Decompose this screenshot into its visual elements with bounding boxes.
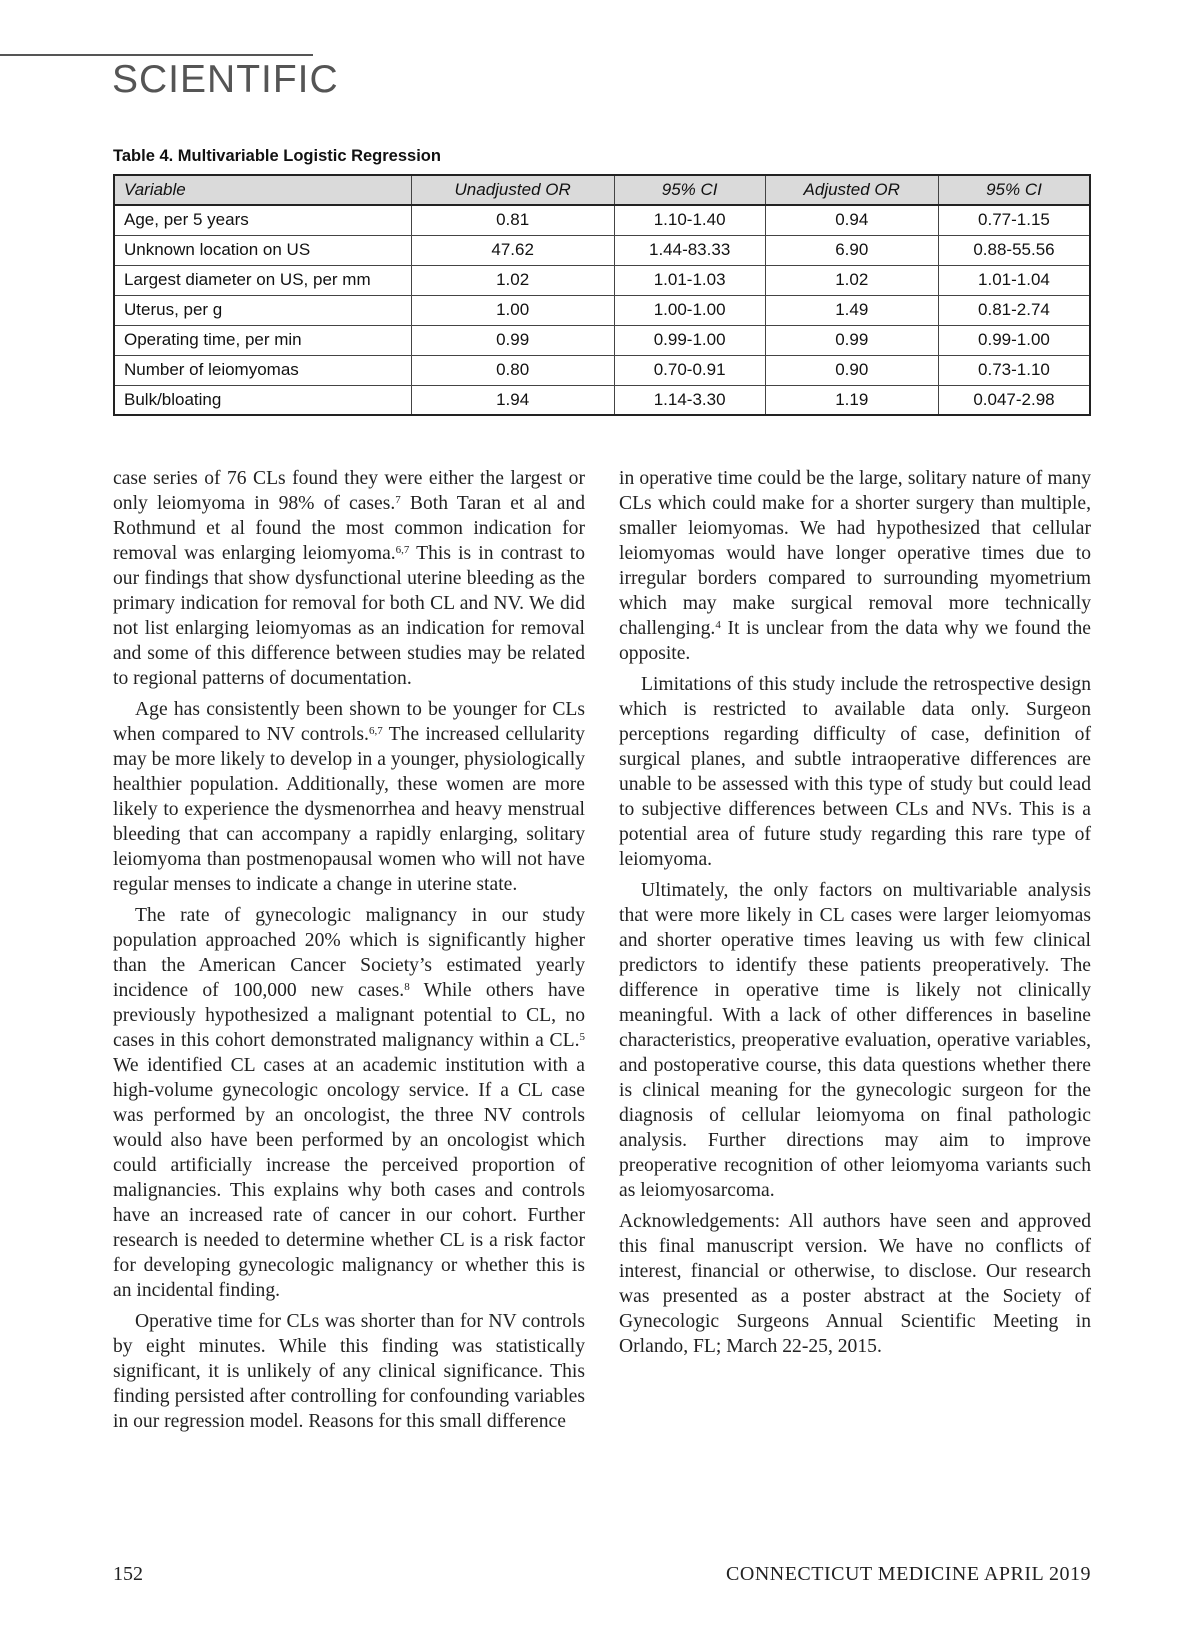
- column-header: Unadjusted OR: [411, 175, 614, 205]
- table-cell: 0.77-1.15: [938, 205, 1090, 235]
- citation-superscript: 5: [579, 1031, 585, 1043]
- table-cell: 1.44-83.33: [614, 235, 765, 265]
- column-header: Adjusted OR: [765, 175, 938, 205]
- table-row: [114, 355, 1090, 385]
- text-run: The increased cellularity may be more likely to develop in a younger, physiologically healthier population. Additionally, these women are more likely to experience the dysmenorrhea and heavy menstrual bleeding that can accompany a rapidly enlarging, solitary leiomyoma than postmenopausal women who will not have regular menses to indicate a change in uterine state.: [113, 724, 585, 895]
- citation-superscript: 7: [395, 494, 401, 506]
- table-cell: 0.047-2.98: [938, 385, 1090, 415]
- citation-superscript: 4: [715, 619, 721, 631]
- page-number: 152: [113, 1563, 143, 1585]
- table-cell: 1.01-1.03: [614, 265, 765, 295]
- body-paragraph: [113, 466, 585, 691]
- table-row: [114, 235, 1090, 265]
- table-cell: 1.02: [765, 265, 938, 295]
- header-rule: [0, 54, 313, 56]
- text-run: Both Taran et al and Rothmund et al found the most common indication for removal was enlarging leiomyoma.: [113, 493, 585, 564]
- table-cell: 1.00-1.00: [614, 295, 765, 325]
- table-cell: 1.94: [411, 385, 614, 415]
- column-header: 95% CI: [938, 175, 1090, 205]
- table-cell: 0.99-1.00: [614, 325, 765, 355]
- table-cell: Uterus, per g: [114, 295, 411, 325]
- table-cell: 1.49: [765, 295, 938, 325]
- body-paragraph: [113, 697, 585, 897]
- table-cell: 0.81-2.74: [938, 295, 1090, 325]
- table-row: [114, 205, 1090, 235]
- journal-footer: CONNECTICUT MEDICINE APRIL 2019: [726, 1563, 1091, 1585]
- table-cell: 47.62: [411, 235, 614, 265]
- table-cell: 0.99: [765, 325, 938, 355]
- table-row: [114, 295, 1090, 325]
- table-cell: Number of leiomyomas: [114, 355, 411, 385]
- table-cell: 0.99-1.00: [938, 325, 1090, 355]
- table-header-row: [114, 175, 1090, 205]
- table-row: [114, 265, 1090, 295]
- table-cell: 1.19: [765, 385, 938, 415]
- table-cell: 0.88-55.56: [938, 235, 1090, 265]
- table-cell: 0.70-0.91: [614, 355, 765, 385]
- acknowledgements: Acknowledgements: All authors have seen and approved this final manuscript version. We have no conflicts of interest, financial or otherwise, to disclose. Our research was presented as a poster abstract at the Society of Gynecologic Surgeons Annual Scientific Meeting in Orlando, FL; March 22-25, 2015.: [619, 1211, 1091, 1357]
- table-cell: 1.02: [411, 265, 614, 295]
- column-header: 95% CI: [614, 175, 765, 205]
- regression-table: [113, 174, 1091, 416]
- table-cell: Largest diameter on US, per mm: [114, 265, 411, 295]
- table-cell: 1.10-1.40: [614, 205, 765, 235]
- text-run: Operative time for CLs was shorter than for NV controls by eight minutes. While this finding was statistically significant, it is unlikely of any clinical significance. This finding persisted after controlling for confounding variables in our regression model. Reasons for this small difference: [113, 1311, 585, 1432]
- table-cell: 0.81: [411, 205, 614, 235]
- table-cell: 1.14-3.30: [614, 385, 765, 415]
- text-run: case series of 76 CLs found they were either the largest or only leiomyoma in 98% of cases.: [113, 468, 585, 514]
- table-cell: 0.90: [765, 355, 938, 385]
- body-paragraph: [113, 903, 585, 1303]
- table-cell: 0.73-1.10: [938, 355, 1090, 385]
- text-run: It is unclear from the data why we found the opposite.: [619, 618, 1091, 664]
- text-run: This is in contrast to our findings that show dysfunctional uterine bleeding as the primary indication for removal for both CL and NV. We did not list enlarging leiomyomas as an indication for removal and some of this difference between studies may be related to regional patterns of documentation.: [113, 543, 585, 689]
- text-run: Age has consistently been shown to be younger for CLs when compared to NV controls.: [113, 699, 585, 745]
- text-run: in operative time could be the large, solitary nature of many CLs which could make for a shorter surgery than multiple, smaller leiomyomas. We had hypothesized that cellular leiomyomas would have longer operative times due to irregular borders compared to surrounding myometrium which may make surgical removal more technically challenging.: [619, 468, 1091, 639]
- table-row: [114, 325, 1090, 355]
- table-cell: Bulk/bloating: [114, 385, 411, 415]
- table-cell: 0.99: [411, 325, 614, 355]
- citation-superscript: 8: [404, 981, 410, 993]
- body-paragraph: [113, 1309, 585, 1434]
- table-cell: Age, per 5 years: [114, 205, 411, 235]
- body-paragraph: Ultimately, the only factors on multivariable analysis that were more likely in CL cases were larger leiomyomas and shorter operative times leaving us with few clinical predictors to identify these patients preoperatively. The difference in operative time is likely not clinically meaningful. With a lack of other differences in baseline characteristics, preoperative evaluation, operative variables, and postoperative course, this data questions whether there is clinical meaning for the gynecologic surgeon for the diagnosis of cellular leiomyoma on final pathologic analysis. Further directions may aim to improve preoperative recognition of other leiomyoma variants such as leiomyosarcoma.: [619, 880, 1091, 1201]
- table-cell: 1.00: [411, 295, 614, 325]
- text-run: We identified CL cases at an academic institution with a high-volume gynecologic oncology service. If a CL case was performed by an oncologist, the three NV controls would also have been performed by an oncologist which could artificially increase the perceived proportion of malignancies. This explains why both cases and controls have an increased rate of cancer in our cohort. Further research is needed to determine whether CL is a risk factor for developing gynecologic malignancy or whether this is an incidental finding.: [113, 1055, 585, 1301]
- table-row: [114, 385, 1090, 415]
- table-cell: 6.90: [765, 235, 938, 265]
- text-column-left: [113, 466, 585, 1440]
- table-caption: Table 4. Multivariable Logistic Regression: [113, 147, 441, 165]
- table-cell: 0.94: [765, 205, 938, 235]
- body-paragraph-continued: [619, 466, 1091, 666]
- section-header: SCIENTIFIC: [112, 58, 339, 101]
- table-cell: 0.80: [411, 355, 614, 385]
- citation-superscript: 6,7: [368, 725, 383, 737]
- column-header: Variable: [114, 175, 411, 205]
- text-run: The rate of gynecologic malignancy in our study population approached 20% which is significantly higher than the American Cancer Society’s estimated yearly incidence of 100,000 new cases.: [113, 905, 585, 1001]
- table-cell: 1.01-1.04: [938, 265, 1090, 295]
- body-paragraph: Limitations of this study include the retrospective design which is restricted to available data only. Surgeon perceptions regarding difficulty of case, definition of surgical planes, and subtle intraoperative differences are unable to be assessed with this type of study but could lead to subjective differences between CLs and NVs. This is a potential area of future study regarding this rare type of leiomyoma.: [619, 674, 1091, 870]
- citation-superscript: 6,7: [395, 544, 410, 556]
- text-column-right: [619, 466, 1091, 1365]
- text-run: While others have previously hypothesized a malignant potential to CL, no cases in this cohort demonstrated malignancy within a CL.: [113, 980, 585, 1051]
- table-cell: Operating time, per min: [114, 325, 411, 355]
- table-cell: Unknown location on US: [114, 235, 411, 265]
